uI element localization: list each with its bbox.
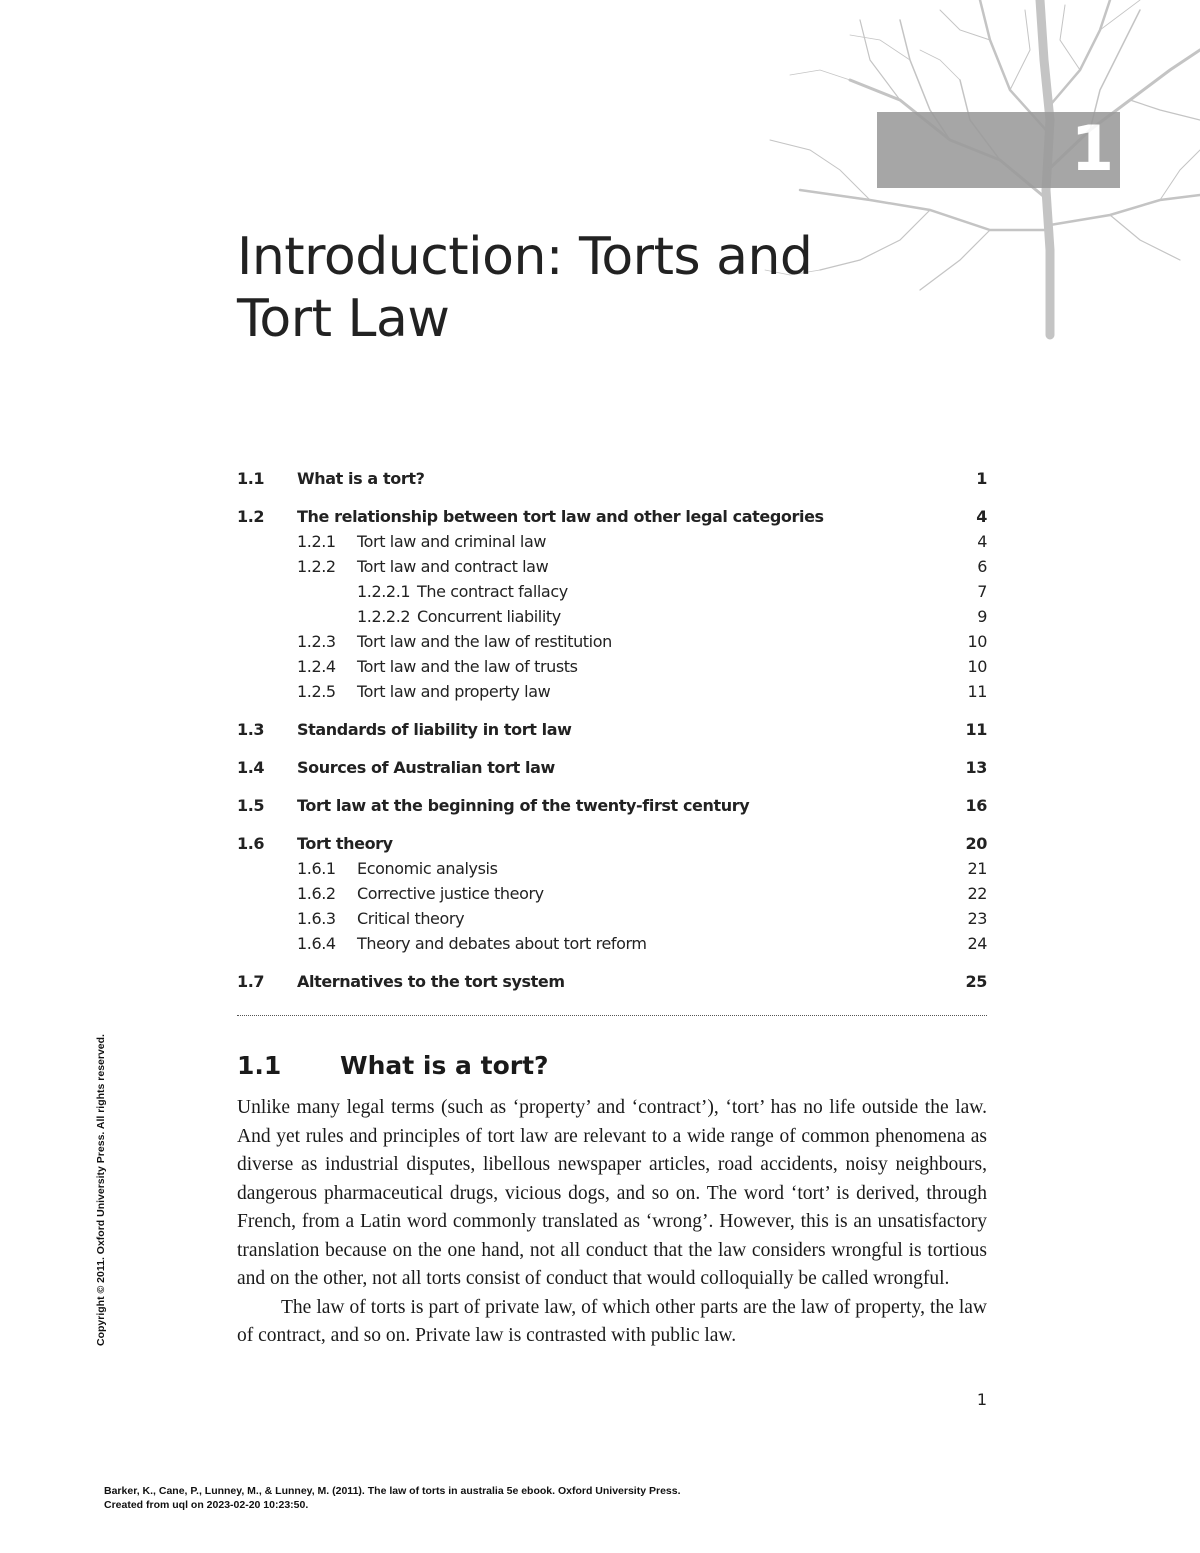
toc-entry-number: 1.6.1	[297, 859, 336, 878]
section-title: What is a tort?	[340, 1051, 549, 1080]
toc-entry-page: 11	[965, 720, 987, 739]
toc-entry[interactable]	[237, 629, 987, 654]
page-number: 1	[976, 1390, 987, 1409]
toc-entry[interactable]	[237, 931, 987, 956]
toc-entry-page: 7	[977, 582, 987, 601]
toc-entry-page: 24	[967, 934, 987, 953]
toc-entry-title: Sources of Australian tort law	[297, 758, 555, 777]
toc-entry-title: What is a tort?	[297, 469, 425, 488]
toc-entry-number: 1.6	[237, 834, 265, 853]
toc-entry-number: 1.2.2.1	[357, 582, 411, 601]
citation-line-1: Barker, K., Cane, P., Lunney, M., & Lunney, M. (2011). The law of torts in australia 5e ebook. Oxford University Press.	[104, 1485, 681, 1497]
toc-entry[interactable]	[237, 881, 987, 906]
toc-entry-number: 1.2.2.2	[357, 607, 411, 626]
citation-footer	[104, 1484, 681, 1512]
toc-entry[interactable]	[237, 654, 987, 679]
toc-entry-title: Tort law and contract law	[357, 557, 549, 576]
toc-entry-number: 1.2	[237, 507, 265, 526]
toc-entry-page: 4	[977, 532, 987, 551]
toc-entry[interactable]	[237, 679, 987, 704]
toc-entry[interactable]	[237, 856, 987, 881]
toc-entry-number: 1.6.2	[297, 884, 336, 903]
toc-entry-number: 1.1	[237, 469, 265, 488]
table-of-contents	[237, 466, 987, 994]
toc-entry-number: 1.3	[237, 720, 265, 739]
toc-entry-number: 1.4	[237, 758, 265, 777]
toc-entry-number: 1.2.5	[297, 682, 336, 701]
toc-entry-number: 1.6.3	[297, 909, 336, 928]
toc-entry[interactable]	[237, 529, 987, 554]
toc-entry-number: 1.6.4	[297, 934, 336, 953]
toc-entry-number: 1.2.2	[297, 557, 336, 576]
toc-entry-page: 20	[965, 834, 987, 853]
toc-entry-page: 21	[967, 859, 987, 878]
toc-entry-title: Critical theory	[357, 909, 465, 928]
toc-entry[interactable]	[237, 717, 987, 742]
toc-entry-page: 11	[967, 682, 987, 701]
citation-line-2: Created from uql on 2023-02-20 10:23:50.	[104, 1499, 309, 1511]
toc-entry-title: Tort theory	[297, 834, 393, 853]
toc-entry-page: 25	[965, 972, 987, 991]
toc-entry-page: 23	[967, 909, 987, 928]
toc-entry[interactable]	[237, 466, 987, 491]
toc-entry-title: Tort law at the beginning of the twenty-first century	[297, 796, 750, 815]
toc-entry-number: 1.2.1	[297, 532, 336, 551]
toc-entry-title: Corrective justice theory	[357, 884, 544, 903]
toc-entry[interactable]	[237, 604, 987, 629]
toc-entry-title: The relationship between tort law and other legal categories	[297, 507, 824, 526]
chapter-number-band	[877, 112, 1120, 188]
chapter-title	[237, 226, 837, 350]
toc-entry-title: Standards of liability in tort law	[297, 720, 572, 739]
toc-entry[interactable]	[237, 831, 987, 856]
toc-entry-title: Theory and debates about tort reform	[357, 934, 647, 953]
section-number: 1.1	[237, 1051, 282, 1080]
toc-entry-number: 1.2.3	[297, 632, 336, 651]
toc-entry-title: Tort law and the law of trusts	[357, 657, 578, 676]
section-heading	[237, 1046, 549, 1086]
section-divider	[237, 1015, 987, 1016]
toc-entry-title: Economic analysis	[357, 859, 498, 878]
toc-entry-number: 1.5	[237, 796, 265, 815]
toc-entry[interactable]	[237, 504, 987, 529]
toc-entry-number: 1.2.4	[297, 657, 336, 676]
chapter-title-line-2: Tort Law	[237, 289, 450, 349]
chapter-title-line-1: Introduction: Torts and	[237, 227, 813, 287]
toc-entry-page: 16	[965, 796, 987, 815]
toc-entry[interactable]	[237, 554, 987, 579]
toc-entry-title: Alternatives to the tort system	[297, 972, 565, 991]
toc-entry-page: 1	[976, 469, 987, 488]
toc-entry-title: Tort law and criminal law	[357, 532, 547, 551]
toc-entry[interactable]	[237, 969, 987, 994]
section-body	[237, 1094, 987, 1351]
toc-entry-page: 10	[967, 657, 987, 676]
toc-entry-page: 6	[977, 557, 987, 576]
toc-entry-number: 1.7	[237, 972, 265, 991]
toc-entry-title: Concurrent liability	[417, 607, 561, 626]
toc-entry-page: 22	[967, 884, 987, 903]
toc-entry-page: 4	[976, 507, 987, 526]
toc-entry-page: 9	[977, 607, 987, 626]
body-paragraph: The law of torts is part of private law, of which other parts are the law of property, the law of contract, and so on. Private law is contrasted with public law.	[237, 1296, 987, 1346]
toc-entry-title: Tort law and property law	[357, 682, 551, 701]
toc-entry[interactable]	[237, 906, 987, 931]
chapter-number: 1	[1070, 112, 1114, 185]
toc-entry-page: 13	[965, 758, 987, 777]
body-paragraph: Unlike many legal terms (such as ‘property’ and ‘contract’), ‘tort’ has no life outside the law. And yet rules and principles of tort law are relevant to a wide range of common phenomena as diverse as industrial disputes, libellous newspaper articles, road accidents, noisy neighbours, dangerous pharmaceutical drugs, vicious dogs, and so on. The word ‘tort’ is derived, through French, from a Latin word commonly translated as ‘wrong’. However, this is an unsatisfactory translation because on the one hand, not all conduct that the law considers wrongful is tortious and on the other, not all torts consist of conduct that would colloquially be called wrongful.	[237, 1097, 987, 1289]
toc-entry[interactable]	[237, 755, 987, 780]
toc-entry-title: The contract fallacy	[417, 582, 568, 601]
toc-entry[interactable]	[237, 579, 987, 604]
copyright-notice: Copyright © 2011. Oxford University Press. All rights reserved.	[95, 1034, 107, 1346]
toc-entry[interactable]	[237, 793, 987, 818]
toc-entry-title: Tort law and the law of restitution	[357, 632, 612, 651]
toc-entry-page: 10	[967, 632, 987, 651]
